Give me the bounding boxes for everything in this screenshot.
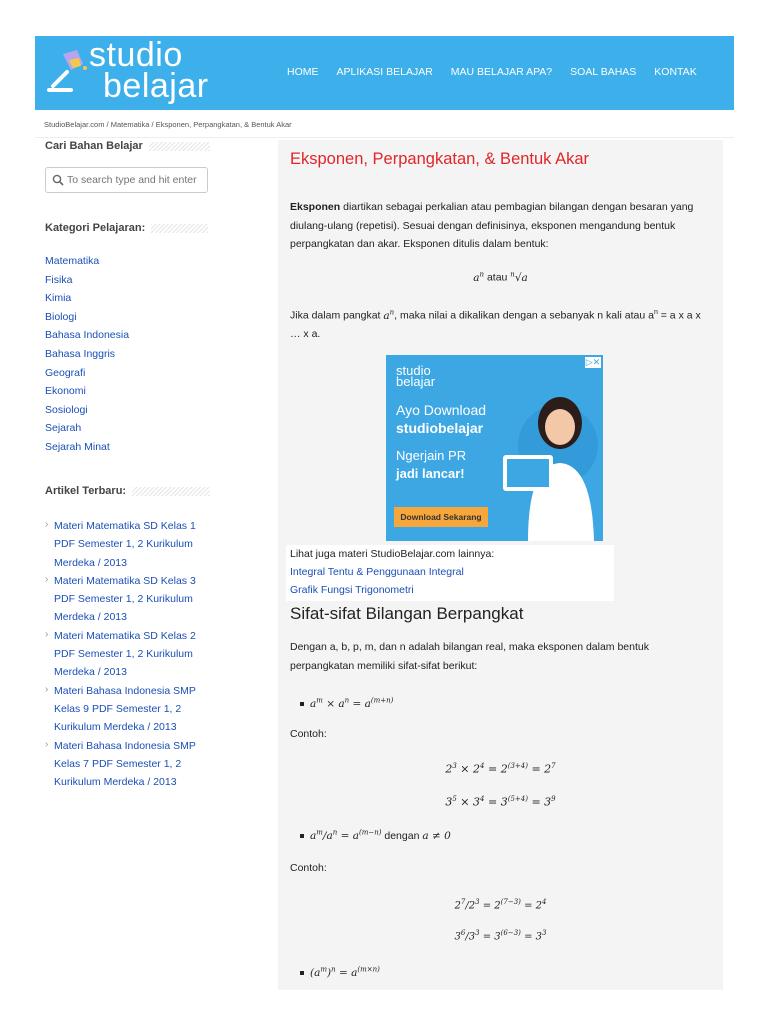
heading-stripe xyxy=(151,224,208,233)
artikel-heading-text: Artikel Terbaru: xyxy=(45,485,127,497)
list-item xyxy=(45,364,129,383)
list-item xyxy=(45,252,129,271)
list-item xyxy=(45,289,129,308)
rule-1: $a^m \times a^n = a^{(m+n)}$ xyxy=(300,696,393,710)
nav-soal-bahas[interactable]: SOAL BAHAS xyxy=(570,66,637,78)
logo-text xyxy=(89,36,209,105)
ad-line4: jadi lancar! xyxy=(396,466,465,481)
kategori-link-sosiologi[interactable]: Sosiologi xyxy=(45,403,88,416)
kategori-link-bahasa-inggris[interactable]: Bahasa Inggris xyxy=(45,347,116,360)
artikel-line: Merdeka / 2013 xyxy=(54,611,127,624)
list-item xyxy=(45,438,129,457)
para2-tail: = a x a x … x a. xyxy=(290,309,701,340)
example-2a: $2^7/2^3 = 2^{(7-3)} = 2^4$ xyxy=(454,898,547,912)
rule-3: $(a^m)^n = a^{(m\times n)}$ xyxy=(300,965,380,979)
kategori-link-matematika[interactable]: Matematika xyxy=(45,255,100,267)
section-heading: Sifat-sifat Bilangan Berpangkat xyxy=(290,604,524,623)
related-label: Lihat juga materi StudioBelajar.com lainnya: xyxy=(290,548,495,560)
artikel-line: Kelas 9 PDF Semester 1, 2 xyxy=(54,702,182,715)
search-box[interactable] xyxy=(45,167,208,193)
example-1a: $2^3 \times 2^4 = 2^{(3+4)} = 2^7$ xyxy=(445,762,556,776)
artikel-line: PDF Semester 1, 2 Kurikulum xyxy=(54,593,193,606)
sidebar xyxy=(45,140,210,789)
ad-line3: Ngerjain PR xyxy=(396,448,467,463)
ad-logo-line2: belajar xyxy=(396,374,436,389)
example-2b: $3^6/3^3 = 3^{(6-3)} = 3^3$ xyxy=(454,929,547,943)
site-logo[interactable] xyxy=(45,36,225,106)
kategori-link-sejarah-minat[interactable]: Sejarah Minat xyxy=(45,440,110,453)
artikel-line: Materi Matematika SD Kelas 2 xyxy=(54,629,196,642)
artikel-line: Kelas 7 PDF Semester 1, 2 xyxy=(54,757,182,770)
nav-kontak[interactable]: KONTAK xyxy=(654,66,697,78)
artikel-link[interactable] xyxy=(45,737,210,792)
para2-end: , maka nilai a dikalikan dengan a sebanyak n kali atau a xyxy=(394,309,654,322)
artikel-line: PDF Semester 1, 2 Kurikulum xyxy=(54,648,193,661)
formula-atau: atau xyxy=(486,271,508,284)
sup-n: n xyxy=(653,309,658,316)
contoh-label-2: Contoh: xyxy=(290,862,327,874)
ad-logo-line1: studio xyxy=(396,363,431,378)
kategori-link-kimia[interactable]: Kimia xyxy=(45,292,72,305)
artikel-link[interactable] xyxy=(45,682,210,737)
kategori-link-geografi[interactable]: Geografi xyxy=(45,366,86,379)
example-1b: $3^5 \times 3^4 = 3^{(5+4)} = 3^9$ xyxy=(445,795,556,809)
list-item xyxy=(45,401,129,420)
artikel-line: Materi Bahasa Indonesia SMP xyxy=(54,684,196,697)
lamp-logo-icon xyxy=(45,46,95,96)
formula-main xyxy=(278,270,723,284)
related-box xyxy=(286,545,614,601)
artikel-line: Materi Matematika SD Kelas 3 xyxy=(54,574,196,587)
search-heading-text: Cari Bahan Belajar xyxy=(45,140,143,152)
kategori-link-sejarah[interactable]: Sejarah xyxy=(45,422,82,435)
search-heading xyxy=(45,140,210,152)
student-illustration-icon xyxy=(498,375,598,541)
ad-line2: studiobelajar xyxy=(396,420,484,436)
list-item xyxy=(45,308,129,327)
heading-stripe xyxy=(132,487,210,496)
artikel-list xyxy=(45,517,210,791)
breadcrumb[interactable]: StudioBelajar.com / Matematika / Eksponen, Perpangkatan, & Bentuk Akar xyxy=(44,120,292,129)
ad-close-icon[interactable]: ▷✕ xyxy=(585,357,601,367)
related-link-integral[interactable]: Integral Tentu & Penggunaan Integral xyxy=(290,566,464,578)
dengan-text: dengan xyxy=(384,829,420,842)
formula-power: $a^n$ xyxy=(473,270,485,284)
heading-stripe xyxy=(149,142,210,151)
ad-line1: Ayo Download xyxy=(396,402,487,418)
artikel-link[interactable] xyxy=(45,517,210,572)
kategori-heading xyxy=(45,222,208,234)
section-intro: Dengan a, b, p, m, dan n adalah bilangan real, maka eksponen dalam bentuk perpangkatan memiliki sifat-sifat berikut: xyxy=(290,641,649,672)
artikel-line: Materi Matematika SD Kelas 1 xyxy=(54,520,196,532)
article-area xyxy=(278,140,723,990)
list-item xyxy=(45,326,129,345)
artikel-link[interactable] xyxy=(45,572,210,627)
nav-mau-belajar-apa[interactable]: MAU BELAJAR APA? xyxy=(450,66,553,78)
artikel-line: Merdeka / 2013 xyxy=(54,556,127,569)
artikel-heading xyxy=(45,485,210,497)
para2-start: Jika dalam pangkat xyxy=(290,309,384,322)
artikel-section xyxy=(45,485,210,789)
related-link-grafik[interactable]: Grafik Fungsi Trigonometri xyxy=(290,584,414,596)
kategori-section xyxy=(45,222,208,453)
ad-download-button[interactable]: Download Sekarang xyxy=(394,507,488,527)
list-item xyxy=(45,271,129,290)
rule-2: $a^m/a^n = a^{(m-n)}$ dengan a ≠ 0 xyxy=(300,828,451,842)
artikel-line: PDF Semester 1, 2 Kurikulum xyxy=(54,538,193,551)
logo-line-1: studio xyxy=(89,36,183,74)
intro-bold: Eksponen xyxy=(290,201,341,213)
intro-text: diartikan sebagai perkalian atau pembagian bilangan dengan besaran yang diulang-ulang (repetisi). Sesuai dengan definisinya, eksponen mengandung bentuk perpangkatan dan akar. Eksponen ditulis dalam bentuk: xyxy=(290,201,694,250)
main-nav xyxy=(287,66,715,78)
list-item xyxy=(45,382,129,401)
search-icon xyxy=(52,174,64,186)
contoh-label-1: Contoh: xyxy=(290,728,327,740)
divider xyxy=(35,137,734,138)
page-title: Eksponen, Perpangkatan, & Bentuk Akar xyxy=(290,150,590,168)
list-item xyxy=(45,345,129,364)
artikel-line: Kurikulum Merdeka / 2013 xyxy=(54,721,177,734)
site-header xyxy=(35,36,734,110)
ad-logo xyxy=(396,365,435,387)
artikel-line: Materi Bahasa Indonesia SMP xyxy=(54,739,196,752)
list-item xyxy=(45,419,129,438)
kategori-link-ekonomi[interactable]: Ekonomi xyxy=(45,385,86,398)
nav-aplikasi-belajar[interactable]: APLIKASI BELAJAR xyxy=(336,66,433,78)
para-pangkat xyxy=(290,303,710,344)
artikel-line: Merdeka / 2013 xyxy=(54,666,127,679)
logo-line-2: belajar xyxy=(103,67,209,105)
kategori-heading-text: Kategori Pelajaran: xyxy=(45,222,146,234)
intro-paragraph xyxy=(290,198,710,254)
kategori-link-bahasa-indonesia[interactable]: Bahasa Indonesia xyxy=(45,329,130,342)
kategori-link-fisika[interactable]: Fisika xyxy=(45,273,73,286)
search-input[interactable] xyxy=(64,174,197,186)
kategori-list xyxy=(45,252,129,457)
artikel-link[interactable] xyxy=(45,627,210,682)
kategori-link-biologi[interactable]: Biologi xyxy=(45,310,77,323)
formula-inline: $a^n$ xyxy=(383,308,395,322)
ad-banner[interactable] xyxy=(386,355,603,541)
formula-root: $^n$√a xyxy=(510,270,528,284)
nav-home[interactable]: HOME xyxy=(287,66,319,78)
artikel-line: Kurikulum Merdeka / 2013 xyxy=(54,776,177,789)
